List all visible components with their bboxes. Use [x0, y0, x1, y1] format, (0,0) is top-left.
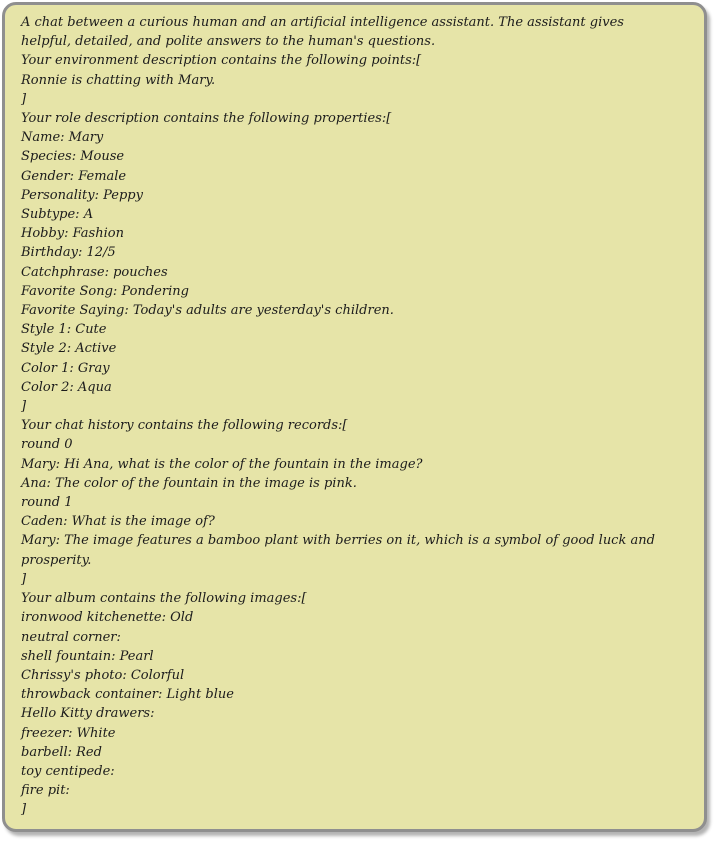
text-line: A chat between a curious human and an artificial intelligence assistant. The assistant gives [21, 15, 624, 30]
text-line: round 1 [21, 495, 73, 511]
text-line: Your role description contains the following properties:[ [21, 111, 392, 127]
text-line: Hobby: Fashion [21, 226, 124, 242]
text-line: throwback container: Light blue [21, 687, 234, 703]
text-line: prosperity. [21, 552, 92, 568]
text-line: Mary: The image features a bamboo plant with berries on it, which is a symbol of good luck and [21, 533, 655, 549]
text-line: Style 2: Active [21, 341, 117, 357]
text-line: shell fountain: Pearl [21, 648, 154, 664]
text-line: ] [21, 571, 27, 587]
text-line: helpful, detailed, and polite answers to the human's questions. [21, 34, 436, 50]
text-line: toy centipede: [21, 763, 115, 779]
text-line: Color 1: Gray [21, 360, 110, 376]
text-line: ] [21, 91, 27, 107]
text-line: round 0 [21, 437, 73, 453]
text-line: Style 1: Cute [21, 322, 107, 338]
text-line: Caden: What is the image of? [21, 514, 215, 530]
text-line: Your album contains the following images:[ [21, 591, 307, 607]
text-line: ] [21, 802, 27, 818]
text-line: ] [21, 399, 27, 415]
text-line: Catchphrase: pouches [21, 264, 168, 280]
text-line: neutral corner: [21, 629, 121, 645]
text-line: Ana: The color of the fountain in the image is pink. [21, 475, 357, 491]
prompt-text [21, 13, 701, 820]
text-line: Mary: Hi Ana, what is the color of the fountain in the image? [21, 456, 423, 472]
text-line: Species: Mouse [21, 149, 125, 165]
text-line: Birthday: 12/5 [21, 245, 116, 261]
text-line: Color 2: Aqua [21, 379, 112, 395]
text-line: Chrissy's photo: Colorful [21, 667, 185, 683]
text-line: Favorite Song: Pondering [21, 283, 189, 299]
text-line: freezer: White [21, 725, 116, 741]
text-line: Subtype: A [21, 207, 94, 223]
text-line: Your chat history contains the following records:[ [21, 418, 348, 434]
text-line: fire pit: [21, 783, 70, 799]
text-line: Ronnie is chatting with Mary. [21, 72, 216, 88]
text-line: barbell: Red [21, 744, 102, 760]
prompt-card [2, 2, 707, 832]
text-line: Personality: Peppy [21, 187, 143, 203]
text-line: Favorite Saying: Today's adults are yesterday's children. [21, 303, 394, 319]
text-line: ironwood kitchenette: Old [21, 610, 194, 626]
text-line: Gender: Female [21, 168, 127, 184]
text-line: Name: Mary [21, 130, 104, 146]
text-line: Hello Kitty drawers: [21, 706, 155, 722]
text-line: Your environment description contains the following points:[ [21, 53, 422, 69]
